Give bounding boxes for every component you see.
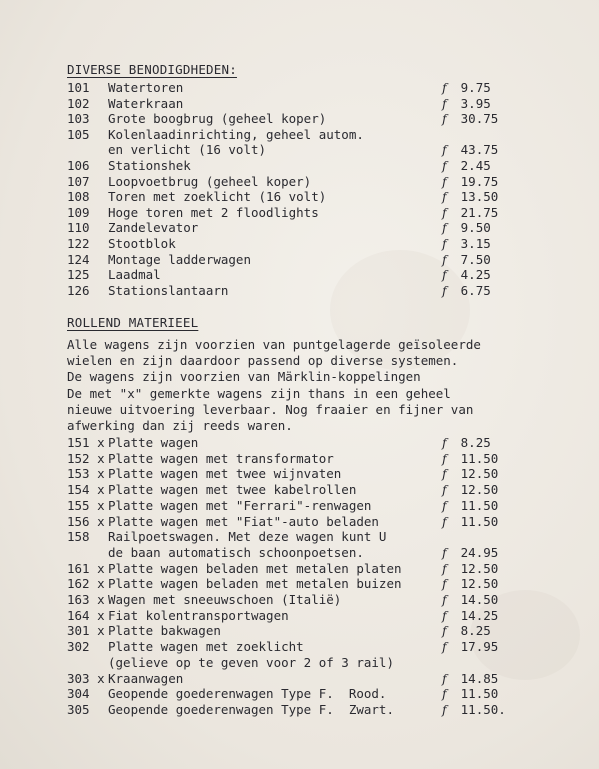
item-price bbox=[442, 466, 498, 481]
item-price bbox=[442, 174, 498, 189]
item-description: Railpoetswagen. Met deze wagen kunt U bbox=[108, 529, 387, 545]
item-description: Platte wagen met zoeklicht bbox=[108, 639, 304, 655]
item-number: 305 bbox=[67, 701, 90, 717]
price-value: 21.75 bbox=[460, 204, 499, 220]
list-item bbox=[67, 623, 507, 639]
list-item bbox=[67, 127, 507, 143]
item-description: Stootblok bbox=[108, 236, 176, 251]
currency-symbol: f bbox=[442, 576, 447, 592]
currency-symbol: f bbox=[442, 220, 447, 236]
item-description: Toren met zoeklicht (16 volt) bbox=[108, 189, 327, 205]
currency-symbol: f bbox=[442, 623, 447, 639]
price-value: 19.75 bbox=[460, 173, 499, 189]
list-item bbox=[67, 655, 507, 671]
item-description: de baan automatisch schoonpoetsen. bbox=[108, 544, 364, 560]
item-description: Watertoren bbox=[108, 80, 184, 95]
price-value: 7.50 bbox=[460, 251, 491, 267]
currency-symbol: f bbox=[442, 686, 447, 702]
currency-symbol: f bbox=[442, 173, 447, 189]
item-description: (gelieve op te geven voor 2 of 3 rail) bbox=[108, 654, 394, 670]
price-value: 30.75 bbox=[460, 111, 499, 127]
currency-symbol: f bbox=[442, 204, 447, 220]
item-price bbox=[442, 189, 498, 204]
item-description: en verlicht (16 volt) bbox=[108, 142, 267, 158]
price-value: 14.85 bbox=[460, 670, 499, 686]
currency-symbol: f bbox=[442, 267, 447, 283]
currency-symbol: f bbox=[442, 95, 447, 111]
currency-symbol: f bbox=[442, 251, 447, 267]
currency-symbol: f bbox=[442, 560, 447, 576]
item-number: 110 bbox=[67, 220, 90, 236]
item-description: Waterkraan bbox=[108, 95, 184, 111]
item-number: 122 bbox=[67, 236, 90, 251]
currency-symbol: f bbox=[442, 482, 447, 498]
item-number: 152 x bbox=[67, 450, 105, 466]
item-description: Platte wagen met twee kabelrollen bbox=[108, 482, 357, 498]
list-item bbox=[67, 205, 507, 221]
currency-symbol: f bbox=[442, 236, 447, 251]
item-price bbox=[442, 545, 498, 560]
item-number: 161 x bbox=[67, 560, 105, 576]
item-price bbox=[442, 514, 498, 529]
list-item bbox=[67, 111, 507, 127]
list-item bbox=[67, 702, 507, 718]
item-number: 301 x bbox=[67, 623, 105, 639]
price-value: 4.25 bbox=[460, 267, 491, 283]
item-number: 162 x bbox=[67, 576, 105, 592]
list-item bbox=[67, 96, 507, 112]
item-number: 154 x bbox=[67, 482, 105, 498]
intro-line: Alle wagens zijn voorzien van puntgelagerde geïsoleerde bbox=[67, 337, 481, 352]
item-number: 151 x bbox=[67, 435, 105, 450]
price-value: 8.25 bbox=[460, 435, 491, 450]
item-price bbox=[442, 498, 498, 513]
list-item bbox=[67, 545, 507, 561]
price-value: 3.15 bbox=[460, 236, 491, 251]
intro-paragraph bbox=[67, 337, 517, 434]
item-price bbox=[442, 451, 498, 466]
list-item bbox=[67, 158, 507, 174]
intro-line: De met "x" gemerkte wagens zijn thans in een geheel bbox=[67, 385, 451, 401]
item-description: Platte wagen beladen met metalen platen bbox=[108, 560, 402, 576]
list-item bbox=[67, 142, 507, 158]
item-description: Fiat kolentransportwagen bbox=[108, 607, 289, 623]
item-number: 153 x bbox=[67, 466, 105, 482]
item-number: 124 bbox=[67, 251, 90, 267]
price-value: 14.25 bbox=[460, 607, 499, 623]
item-number: 302 bbox=[67, 639, 90, 655]
item-price bbox=[442, 80, 491, 95]
item-description: Montage ladderwagen bbox=[108, 251, 251, 267]
currency-symbol: f bbox=[442, 592, 447, 607]
price-value: 9.50 bbox=[460, 220, 491, 236]
item-price bbox=[442, 252, 491, 267]
price-value: 14.50 bbox=[460, 592, 499, 607]
price-value: 24.95 bbox=[460, 544, 499, 560]
item-number: 304 bbox=[67, 686, 90, 702]
item-description: Geopende goederenwagen Type F. Zwart. bbox=[108, 701, 394, 717]
item-number: 158 bbox=[67, 529, 90, 545]
item-price bbox=[442, 283, 491, 298]
currency-symbol: f bbox=[442, 497, 447, 513]
currency-symbol: f bbox=[442, 80, 447, 95]
list-item bbox=[67, 686, 507, 702]
section-heading-diverse: DIVERSE BENODIGDHEDEN: bbox=[67, 62, 237, 77]
list-item bbox=[67, 514, 507, 530]
currency-symbol: f bbox=[442, 544, 447, 560]
intro-line: afwerking dan zij reeds waren. bbox=[67, 418, 293, 434]
item-description: Platte wagen met transformator bbox=[108, 450, 334, 466]
list-item bbox=[67, 236, 507, 252]
item-description: Hoge toren met 2 floodlights bbox=[108, 204, 319, 220]
item-number: 108 bbox=[67, 189, 90, 205]
item-description: Platte wagen met "Ferrari"-renwagen bbox=[108, 497, 372, 513]
price-value: 11.50 bbox=[460, 513, 499, 529]
item-number: 125 bbox=[67, 267, 90, 283]
list-item bbox=[67, 576, 507, 592]
item-price bbox=[442, 96, 491, 111]
item-number: 101 bbox=[67, 80, 90, 95]
price-value: 8.25 bbox=[460, 623, 491, 639]
item-price bbox=[442, 686, 498, 701]
price-value: 11.50. bbox=[460, 701, 506, 717]
price-value: 43.75 bbox=[460, 142, 499, 158]
price-value: 12.50 bbox=[460, 560, 499, 576]
list-item bbox=[67, 80, 507, 96]
item-price bbox=[442, 639, 498, 654]
item-description: Geopende goederenwagen Type F. Rood. bbox=[108, 686, 387, 702]
list-item bbox=[67, 671, 507, 687]
list-item bbox=[67, 435, 507, 451]
list-item bbox=[67, 498, 507, 514]
intro-line: wielen en zijn daardoor passend op diverse systemen. bbox=[67, 353, 459, 369]
item-number: 109 bbox=[67, 204, 90, 220]
item-price bbox=[442, 671, 498, 686]
list-item bbox=[67, 466, 507, 482]
price-value: 13.50 bbox=[460, 189, 499, 205]
item-description: Zandelevator bbox=[108, 220, 199, 236]
price-value: 11.50 bbox=[460, 497, 499, 513]
item-number: 102 bbox=[67, 95, 90, 111]
item-price bbox=[442, 435, 491, 450]
item-description: Kraanwagen bbox=[108, 670, 184, 686]
item-number: 126 bbox=[67, 282, 90, 298]
list-item bbox=[67, 482, 507, 498]
price-value: 2.45 bbox=[460, 158, 491, 173]
list-item bbox=[67, 174, 507, 190]
item-price bbox=[442, 220, 491, 235]
price-value: 11.50 bbox=[460, 450, 499, 466]
item-number: 303 x bbox=[67, 670, 105, 686]
item-price bbox=[442, 608, 498, 623]
currency-symbol: f bbox=[442, 450, 447, 466]
price-value: 12.50 bbox=[460, 482, 499, 498]
item-number: 164 x bbox=[67, 607, 105, 623]
list-item bbox=[67, 252, 507, 268]
item-description: Platte bakwagen bbox=[108, 623, 221, 639]
currency-symbol: f bbox=[442, 111, 447, 127]
item-price bbox=[442, 236, 491, 251]
price-value: 12.50 bbox=[460, 466, 499, 482]
currency-symbol: f bbox=[442, 189, 447, 205]
price-value: 9.75 bbox=[460, 80, 491, 95]
currency-symbol: f bbox=[442, 435, 447, 450]
item-price bbox=[442, 623, 491, 638]
list-item bbox=[67, 639, 507, 655]
item-number: 107 bbox=[67, 173, 90, 189]
item-price bbox=[442, 142, 498, 157]
list-item bbox=[67, 529, 507, 545]
item-description: Platte wagen met "Fiat"-auto beladen bbox=[108, 513, 379, 529]
price-value: 11.50 bbox=[460, 686, 499, 702]
price-value: 17.95 bbox=[460, 639, 499, 655]
item-number: 163 x bbox=[67, 592, 105, 607]
item-description: Kolenlaadinrichting, geheel autom. bbox=[108, 126, 364, 142]
item-price bbox=[442, 205, 498, 220]
item-number: 103 bbox=[67, 111, 90, 127]
item-description: Platte wagen beladen met metalen buizen bbox=[108, 576, 402, 592]
intro-line: nieuwe uitvoering leverbaar. Nog fraaier en fijner van bbox=[67, 401, 474, 417]
currency-symbol: f bbox=[442, 639, 447, 655]
item-description: Laadmal bbox=[108, 267, 161, 283]
item-price bbox=[442, 592, 498, 607]
currency-symbol: f bbox=[442, 607, 447, 623]
currency-symbol: f bbox=[442, 466, 447, 482]
item-price bbox=[442, 267, 491, 282]
section-heading-rollend: ROLLEND MATERIEEL bbox=[67, 315, 199, 330]
item-number: 155 x bbox=[67, 497, 105, 513]
currency-symbol: f bbox=[442, 282, 447, 298]
currency-symbol: f bbox=[442, 701, 447, 717]
item-description: Stationshek bbox=[108, 158, 191, 173]
item-number: 105 bbox=[67, 126, 90, 142]
list-item bbox=[67, 608, 507, 624]
item-price bbox=[442, 482, 498, 497]
item-price bbox=[442, 576, 498, 591]
list-item bbox=[67, 220, 507, 236]
item-number: 106 bbox=[67, 158, 90, 173]
list-item bbox=[67, 189, 507, 205]
item-price bbox=[442, 111, 498, 126]
list-item bbox=[67, 451, 507, 467]
currency-symbol: f bbox=[442, 670, 447, 686]
item-description: Platte wagen met twee wijnvaten bbox=[108, 466, 342, 482]
currency-symbol: f bbox=[442, 513, 447, 529]
list-item bbox=[67, 267, 507, 283]
item-description: Grote boogbrug (geheel koper) bbox=[108, 111, 327, 127]
currency-symbol: f bbox=[442, 142, 447, 158]
list-item bbox=[67, 283, 507, 299]
item-price bbox=[442, 702, 506, 717]
price-value: 3.95 bbox=[460, 95, 491, 111]
item-description: Platte wagen bbox=[108, 435, 199, 450]
price-value: 6.75 bbox=[460, 282, 491, 298]
list-item bbox=[67, 592, 507, 608]
item-number: 156 x bbox=[67, 513, 105, 529]
item-price bbox=[442, 158, 491, 173]
intro-line: De wagens zijn voorzien van Märklin-koppelingen bbox=[67, 369, 421, 385]
list-item bbox=[67, 561, 507, 577]
item-description: Wagen met sneeuwschoen (Italië) bbox=[108, 592, 342, 607]
price-value: 12.50 bbox=[460, 576, 499, 592]
item-description: Loopvoetbrug (geheel koper) bbox=[108, 173, 312, 189]
currency-symbol: f bbox=[442, 158, 447, 173]
item-price bbox=[442, 561, 498, 576]
item-description: Stationslantaarn bbox=[108, 282, 229, 298]
